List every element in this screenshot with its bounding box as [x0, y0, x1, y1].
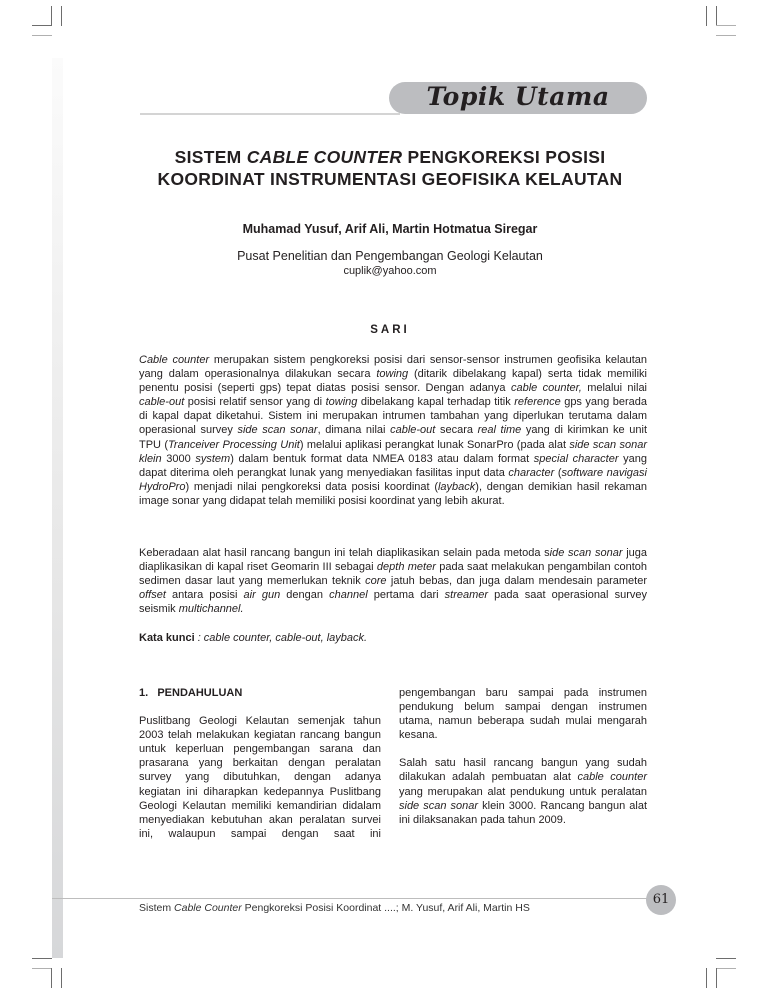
crop-mark-tr-v1 [706, 6, 707, 26]
title-italic: CABLE COUNTER [246, 147, 403, 167]
running-footer [139, 902, 530, 914]
title-prefix: SISTEM [174, 147, 247, 167]
text-run: ) menjadi nilai pengkoreksi data posisi koordinat ( [185, 480, 438, 493]
text-run: dibelakang kapal terhadap titik [357, 396, 515, 409]
italic-run: character [508, 466, 555, 479]
article-title [130, 146, 650, 190]
italic-run: side scan sonar [237, 424, 318, 437]
affiliation: Pusat Penelitian dan Pengembangan Geologi Kelautan [237, 249, 543, 263]
crop-mark-br-v2 [716, 968, 717, 988]
keywords-value: : cable counter, cable-out, layback. [194, 632, 368, 644]
italic-run: software navigasi HydroPro [139, 466, 647, 493]
italic-run: cable-out [390, 424, 436, 437]
section-heading: 1. PENDAHULUAN [139, 687, 243, 699]
italic-run: reference [514, 396, 561, 409]
text-run: klein 3000. Rancang bangun alat ini dilaksanakan pada tahun 2009. [399, 799, 648, 826]
crop-mark-tl-h1 [32, 25, 52, 26]
crop-mark-br-h1 [716, 958, 736, 959]
text-run: gps yang berada di kapal dapat diketahui. Sistem ini merupakan intrumen tambahan yang diperlukan terutama dalam operasional survey [139, 396, 647, 437]
text-run: dengan [280, 589, 330, 602]
title-suffix: PENGKOREKSI POSISI [402, 147, 606, 167]
italic-run: special character [533, 452, 619, 465]
page-side-strip [52, 58, 63, 958]
topic-banner [389, 82, 647, 114]
footer-prefix: Sistem [139, 902, 175, 914]
text-run: pada saat operasional survey seismik [139, 589, 647, 616]
crop-mark-tl-v1 [51, 6, 52, 26]
footer-italic: Cable Counter [174, 902, 242, 914]
crop-mark-tl-h2 [32, 35, 52, 36]
italic-run: Cable counter [139, 354, 210, 366]
text-run: yang di kirimkan ke unit TPU ( [139, 424, 648, 451]
italic-run: system [195, 452, 231, 465]
header-rule [140, 113, 400, 115]
text-run: melalui nilai [581, 382, 648, 395]
italic-run: side scan sonar klein [139, 438, 647, 465]
crop-mark-tl-v2 [61, 6, 62, 26]
text-run: , dimana nilai [317, 424, 391, 437]
text-run: ( [554, 466, 562, 479]
italic-run: towing [325, 396, 358, 409]
text-run: secara [435, 424, 478, 437]
keywords-label: Kata kunci [139, 632, 195, 644]
crop-mark-tr-h1 [716, 25, 736, 26]
title-line-2: KOORDINAT INSTRUMENTASI GEOFISIKA KELAUTAN [157, 169, 623, 189]
italic-run: offset [139, 589, 166, 602]
footer-suffix: Pengkoreksi Posisi Koordinat ....; M. Yusuf, Arif Ali, Martin HS [241, 902, 530, 914]
text-run: juga diaplikasikan di kapal riset Geomarin III sebagai [139, 547, 647, 574]
topic-label: Topik Utama [426, 82, 610, 111]
crop-mark-bl-h1 [32, 958, 52, 959]
italic-run: air gun [243, 589, 281, 602]
keywords [139, 631, 647, 645]
author-email: cuplik@yahoo.com [343, 265, 437, 277]
abstract-paragraph-1 [139, 353, 647, 508]
crop-mark-tr-v2 [716, 6, 717, 26]
text-run: antara posisi [165, 589, 244, 602]
text-run: pada saat melakukan pengambilan contoh sedimen dasar laut yang memerlukan teknik [139, 561, 648, 588]
italic-run: side scan sonar [399, 799, 479, 812]
italic-run: cable counter [577, 771, 647, 784]
crop-mark-tr-h2 [716, 35, 736, 36]
section-paragraph-3 [399, 756, 647, 826]
column-right [399, 686, 647, 827]
text-run: 3000 [161, 452, 196, 465]
italic-run: ide scan sonar [549, 547, 623, 559]
text-run: Keberadaan alat hasil rancang bangun ini telah diaplikasikan selain pada metoda s [139, 547, 550, 559]
text-run: Salah satu hasil rancang bangun yang sudah dilakukan adalah pembuatan alat [399, 757, 647, 784]
text-run: merupakan sistem pengkoreksi posisi dari sensor-sensor instrumen geofisika kelautan yang dalam operasionalnya dilakukan secara [139, 354, 647, 381]
italic-run: core [365, 575, 387, 588]
text-run: yang dapat diterima oleh perangkat lunak yang menyediakan fasilitas input data [139, 452, 647, 479]
italic-run: real time [477, 424, 522, 437]
italic-run: channel [329, 589, 368, 602]
section-paragraph-1: Puslitbang Geologi Kelautan semenjak tahun 2003 telah melakukan kegiatan rancang bangun untuk keperluan pengembangan sarana dan prasarana yang berkaitan dengan peralatan survey yang dibutuhkan, dengan adanya kegiatan ini diharapkan kedepannya Puslitbang Geologi Kelautan memiliki kemandirian didalam menyediakan kebutuhan akan peralatan survei ini, walaupun sampai dengan saat ini [139, 715, 381, 840]
italic-run: cable-out [139, 396, 185, 409]
italic-run: towing [376, 368, 409, 381]
column-left [139, 686, 381, 841]
text-run: (ditarik dibelakang kapal) serta tidak memiliki penentu posisi (seperti gps) tepat diatas posisi sensor. Dengan adanya [139, 368, 647, 395]
italic-run: streamer [444, 589, 489, 602]
italic-run: layback [437, 480, 476, 493]
text-run: ) melalui aplikasi perangkat lunak SonarPro (pada alat [299, 438, 570, 451]
footer-rule [52, 898, 649, 899]
italic-run: depth meter [376, 561, 436, 574]
crop-mark-bl-v1 [51, 968, 52, 988]
italic-run: Tranceiver Processing Unit [168, 438, 300, 451]
section-paragraph-2: pengembangan baru sampai pada instrumen pendukung belum sampai dengan instrumen utama, namun beberapa sudah mulai mengarah kesana. [399, 687, 647, 742]
authors: Muhamad Yusuf, Arif Ali, Martin Hotmatua Siregar [242, 222, 538, 236]
italic-run: multichannel. [178, 603, 244, 616]
crop-mark-bl-h2 [32, 968, 52, 969]
crop-mark-br-v1 [706, 968, 707, 988]
text-run: ), dengan demikian hasil rekaman image sonar yang didapat telah memiliki posisi koordinat yang lebih akurat. [139, 480, 648, 507]
italic-run: cable counter, [510, 382, 582, 395]
text-run: posisi relatif sensor yang di [184, 396, 326, 409]
crop-mark-bl-v2 [61, 968, 62, 988]
abstract-heading: SARI [370, 324, 410, 336]
text-run: pertama dari [367, 589, 445, 602]
crop-mark-br-h2 [716, 968, 736, 969]
abstract-paragraph-2 [139, 546, 647, 616]
text-run: yang merupakan alat pendukung untuk peralatan [399, 785, 647, 798]
text-run: jatuh bebas, dan juga dalam mendesain parameter [386, 575, 647, 588]
page-number: 61 [646, 885, 676, 915]
text-run: ) dalam bentuk format data NMEA 0183 atau dalam format [230, 452, 534, 465]
